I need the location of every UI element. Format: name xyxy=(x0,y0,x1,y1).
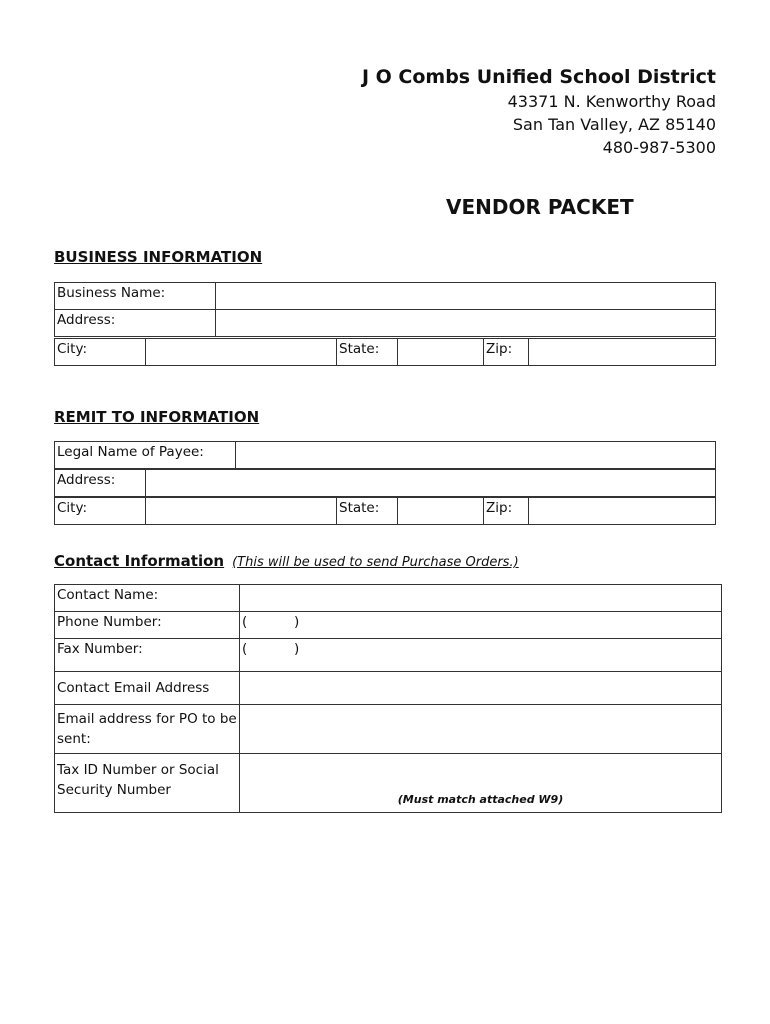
business-zip-label: Zip: xyxy=(484,339,529,366)
po-email-field[interactable] xyxy=(240,705,722,754)
business-name-label: Business Name: xyxy=(55,283,216,310)
remit-city-label: City: xyxy=(55,498,146,525)
phone-label: Phone Number: xyxy=(55,612,240,639)
remit-state-label: State: xyxy=(337,498,398,525)
phone-open-paren: ( xyxy=(242,614,248,630)
remit-zip-label: Zip: xyxy=(484,498,529,525)
remit-address-label: Address: xyxy=(55,470,146,497)
contact-name-label: Contact Name: xyxy=(55,585,240,612)
remit-table xyxy=(54,441,716,469)
remit-zip-field[interactable] xyxy=(529,498,716,525)
district-name: J O Combs Unified School District xyxy=(361,66,716,88)
phone-close-paren: ) xyxy=(294,614,300,630)
contact-email-label: Contact Email Address xyxy=(55,672,240,705)
remit-heading: REMIT TO INFORMATION xyxy=(54,408,260,426)
business-table xyxy=(54,282,716,337)
business-address-field[interactable] xyxy=(216,310,716,337)
contact-heading xyxy=(54,552,519,570)
district-city: San Tan Valley, AZ 85140 xyxy=(512,115,716,134)
district-phone: 480-987-5300 xyxy=(602,138,716,157)
po-email-label: Email address for PO to be sent: xyxy=(55,705,240,754)
fax-label: Fax Number: xyxy=(55,639,240,672)
business-state-field[interactable] xyxy=(398,339,484,366)
contact-note: (This will be used to send Purchase Orders.) xyxy=(232,555,519,570)
page-title: VENDOR PACKET xyxy=(446,195,634,219)
fax-open-paren: ( xyxy=(242,641,248,657)
remit-state-field[interactable] xyxy=(398,498,484,525)
business-city-field[interactable] xyxy=(146,339,337,366)
district-street: 43371 N. Kenworthy Road xyxy=(507,92,716,111)
remit-city-table xyxy=(54,497,716,525)
remit-address-table xyxy=(54,469,716,497)
district-header xyxy=(362,64,716,159)
fax-close-paren: ) xyxy=(294,641,300,657)
payee-field[interactable] xyxy=(236,442,716,469)
business-state-label: State: xyxy=(337,339,398,366)
w9-note: (Must match attached W9) xyxy=(397,793,564,806)
remit-address-field[interactable] xyxy=(146,470,716,497)
fax-field[interactable] xyxy=(240,639,722,672)
payee-label: Legal Name of Payee: xyxy=(55,442,236,469)
tax-id-label: Tax ID Number or Social Security Number xyxy=(55,754,240,813)
business-city-table xyxy=(54,338,716,366)
tax-id-field[interactable] xyxy=(240,754,722,813)
contact-name-field[interactable] xyxy=(240,585,722,612)
business-heading: BUSINESS INFORMATION xyxy=(54,248,263,266)
remit-city-field[interactable] xyxy=(146,498,337,525)
business-zip-field[interactable] xyxy=(529,339,716,366)
business-name-field[interactable] xyxy=(216,283,716,310)
contact-table xyxy=(54,584,722,813)
contact-heading-text: Contact Information xyxy=(54,552,225,570)
contact-email-field[interactable] xyxy=(240,672,722,705)
business-address-label: Address: xyxy=(55,310,216,337)
phone-field[interactable] xyxy=(240,612,722,639)
business-city-label: City: xyxy=(55,339,146,366)
